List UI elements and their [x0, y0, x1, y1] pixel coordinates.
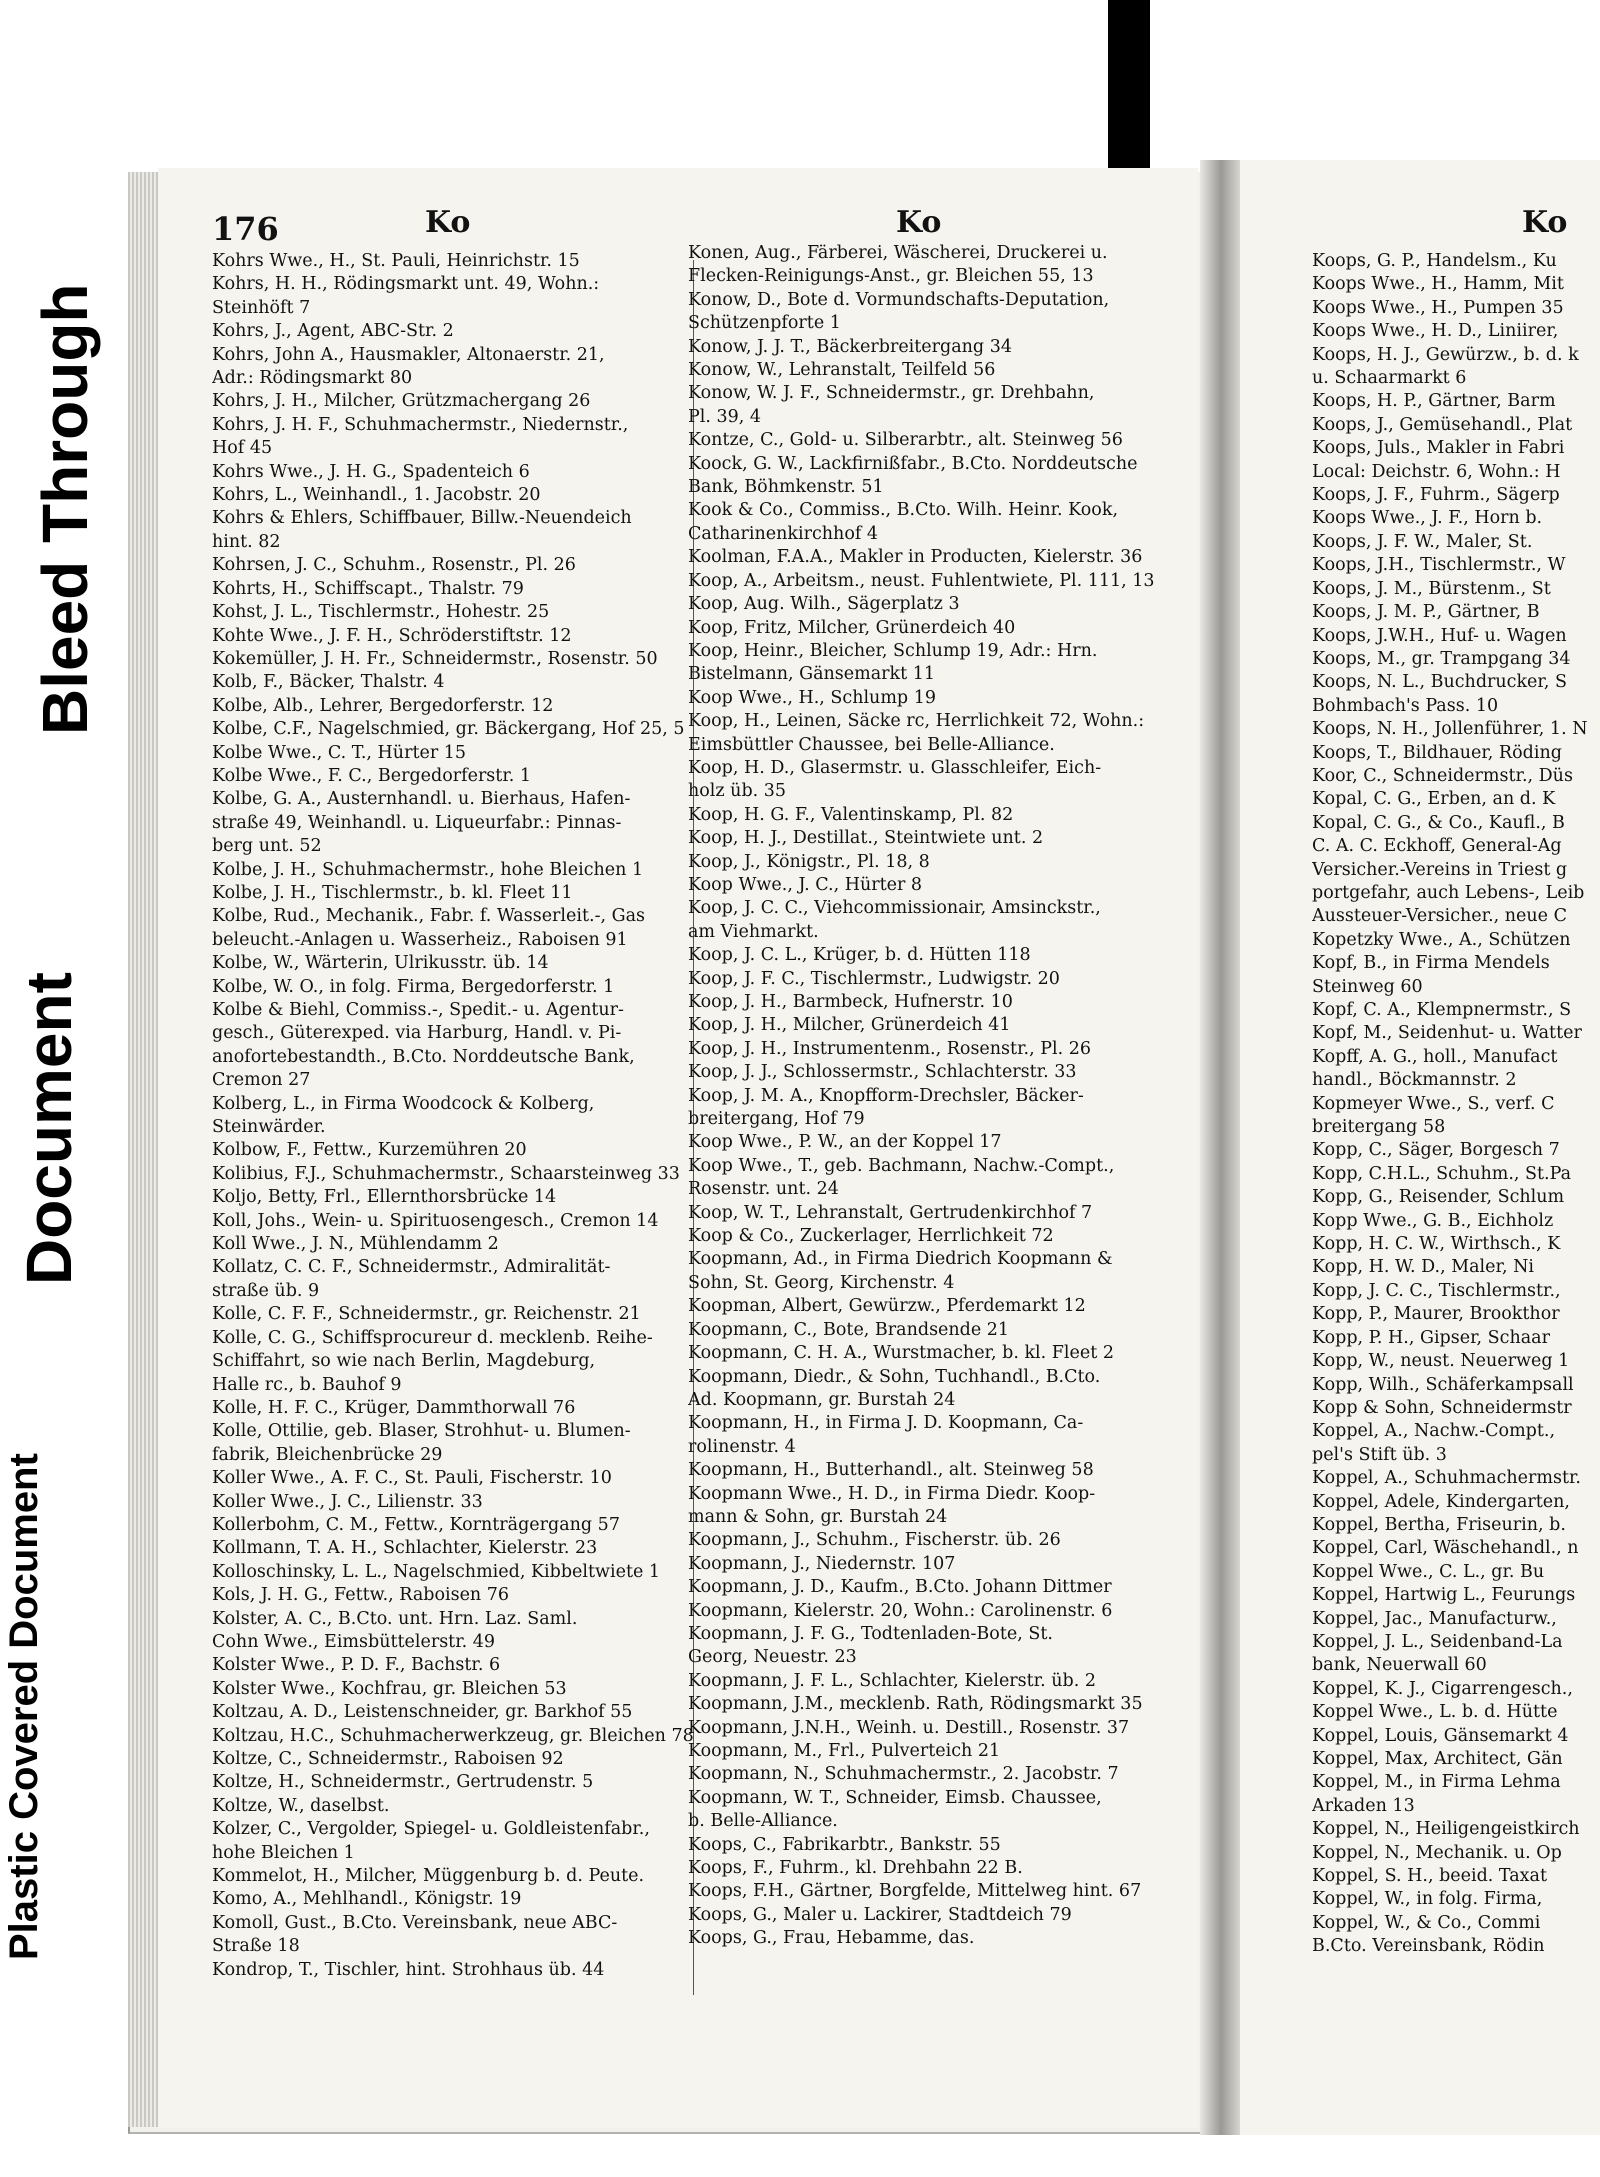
directory-entry: Kopmeyer Wwe., S., verf. C	[1312, 1093, 1555, 1114]
directory-entry: Kolbe, W. O., in folg. Firma, Bergedorferstr. 1	[212, 976, 615, 997]
directory-column-2	[688, 242, 1196, 1951]
directory-entry: Koops, G. P., Handelsm., Ku	[1312, 251, 1557, 271]
directory-entry: Koop, H. D., Glasermstr. u. Glasschleifer, Eich-	[688, 757, 1102, 778]
directory-entry: Koop, J. J., Schlossermstr., Schlachterstr. 33	[688, 1062, 1077, 1083]
directory-entry: Kokemüller, J. H. Fr., Schneidermstr., Rosenstr. 50	[212, 648, 658, 669]
directory-entry: Koops, J.W.H., Huf- u. Wagen	[1312, 625, 1567, 646]
directory-entry: Koppel, Max, Architect, Gän	[1312, 1749, 1563, 1769]
directory-entry: Koltzau, H.C., Schuhmacherwerkzeug, gr. Bleichen 78	[212, 1725, 694, 1746]
directory-entry: Koops, N. L., Buchdrucker, S	[1312, 672, 1567, 693]
directory-entry: Kollerbohm, C. M., Fettw., Kornträgergang 57	[212, 1514, 620, 1535]
directory-entry: Koops, H. J., Gewürzw., b. d. k	[1312, 344, 1579, 365]
running-head-right: Ko	[1522, 205, 1568, 240]
directory-entry: Steinhöft 7	[212, 297, 311, 318]
directory-entry: Koop, J. H., Instrumentenm., Rosenstr., Pl. 26	[688, 1038, 1091, 1059]
directory-entry: Pl. 39, 4	[688, 406, 762, 427]
directory-entry: Kohrs, H. H., Rödingsmarkt unt. 49, Wohn.:	[212, 274, 600, 295]
directory-entry: Koltze, H., Schneidermstr., Gertrudenstr. 5	[212, 1772, 594, 1793]
directory-entry: Koops, N. H., Jollenführer, 1. N	[1312, 719, 1588, 740]
directory-entry: Komo, A., Mehlhandl., Königstr. 19	[212, 1889, 522, 1910]
directory-entry: Koops Wwe., H., Hamm, Mit	[1312, 274, 1564, 295]
directory-entry: Koopmann, J. F. L., Schlachter, Kielerstr. üb. 2	[688, 1670, 1096, 1691]
directory-entry: Koop Wwe., J. C., Hürter 8	[688, 874, 923, 895]
directory-entry: Kolb, F., Bäcker, Thalstr. 4	[212, 672, 445, 693]
directory-entry: Local: Deichstr. 6, Wohn.: H	[1312, 461, 1561, 482]
directory-entry: Kohrs, L., Weinhandl., 1. Jacobstr. 20	[212, 485, 541, 506]
directory-entry: handl., Böckmannstr. 2	[1312, 1070, 1517, 1091]
directory-entry: Koppel, A., Schuhmachermstr.	[1312, 1468, 1581, 1489]
directory-entry: Kommelot, H., Milcher, Müggenburg b. d. Peute.	[212, 1866, 645, 1887]
directory-entry: Kolle, H. F. C., Krüger, Dammthorwall 76	[212, 1397, 576, 1418]
directory-entry: Koop, J. C. C., Viehcommissionair, Amsinckstr.,	[688, 898, 1101, 919]
directory-entry: Kollatz, C. C. F., Schneidermstr., Admiralität-	[212, 1257, 611, 1278]
page-edges	[128, 172, 158, 2127]
directory-entry: Kolster Wwe., P. D. F., Bachstr. 6	[212, 1655, 501, 1676]
directory-entry: Koppel, Jac., Manufacturw.,	[1312, 1608, 1557, 1629]
directory-entry: Rosenstr. unt. 24	[688, 1179, 839, 1200]
directory-entry: Koltzau, A. D., Leistenschneider, gr. Barkhof 55	[212, 1702, 633, 1723]
directory-entry: Koops, Juls., Makler in Fabri	[1312, 438, 1565, 459]
directory-entry: Koop, J. M. A., Knopfform-Drechsler, Bäcker-	[688, 1085, 1084, 1106]
directory-column-3	[1312, 250, 1600, 1959]
directory-entry: Kolle, C. G., Schiffsprocureur d. mecklenb. Reihe-	[212, 1327, 653, 1348]
directory-entry: Koopmann, J.M., mecklenb. Rath, Rödingsmarkt 35	[688, 1694, 1143, 1715]
directory-entry: Koppel, Hartwig L., Feurungs	[1312, 1585, 1576, 1606]
directory-entry: Kohrs & Ehlers, Schiffbauer, Billw.-Neuendeich	[212, 508, 632, 529]
directory-entry: bank, Neuerwall 60	[1312, 1655, 1487, 1676]
directory-entry: Kohrs Wwe., H., St. Pauli, Heinrichstr. 15	[212, 251, 580, 271]
directory-entry: Koop, J. H., Milcher, Grünerdeich 41	[688, 1015, 1011, 1036]
directory-entry: Koopmann Wwe., H. D., in Firma Diedr. Koop-	[688, 1483, 1096, 1504]
directory-entry: berg unt. 52	[212, 836, 322, 857]
directory-entry: Koppel Wwe., C. L., gr. Bu	[1312, 1561, 1545, 1582]
directory-entry: Kolbe Wwe., F. C., Bergedorferstr. 1	[212, 765, 532, 786]
directory-entry: Kopp, W., neust. Neuerweg 1	[1312, 1351, 1570, 1372]
bleed-through-label: Bleed Through	[29, 283, 101, 735]
directory-entry: Koop Wwe., H., Schlump 19	[688, 687, 936, 708]
directory-entry: Konen, Aug., Färberei, Wäscherei, Druckerei u.	[688, 243, 1108, 263]
directory-entry: Koops, J.H., Tischlermstr., W	[1312, 555, 1566, 576]
directory-entry: Koops Wwe., H., Pumpen 35	[1312, 297, 1564, 318]
directory-entry: Koppel Wwe., L. b. d. Hütte	[1312, 1702, 1558, 1723]
directory-entry: Koltze, C., Schneidermstr., Raboisen 92	[212, 1749, 564, 1769]
directory-entry: Koop, J., Königstr., Pl. 18, 8	[688, 851, 930, 872]
directory-entry: Catharinenkirchhof 4	[688, 523, 879, 544]
directory-entry: Koopmann, H., in Firma J. D. Koopmann, Ca-	[688, 1413, 1084, 1434]
directory-entry: Koop, W. T., Lehranstalt, Gertrudenkirchhof 7	[688, 1202, 1093, 1223]
directory-entry: Kolle, Ottilie, geb. Blaser, Strohhut- u. Blumen-	[212, 1421, 631, 1442]
directory-entry: Kolbe, C.F., Nagelschmied, gr. Bäckergang, Hof 25, 5	[212, 719, 685, 740]
directory-entry: portgefahr, auch Lebens-, Leib	[1312, 882, 1585, 903]
directory-entry: Koops, J. M. P., Gärtner, B	[1312, 602, 1540, 623]
directory-entry: Koops, J. F. W., Maler, St.	[1312, 531, 1533, 552]
directory-entry: Kolbe, J. H., Tischlermstr., b. kl. Fleet 11	[212, 882, 573, 903]
directory-entry: Kohrs Wwe., J. H. G., Spadenteich 6	[212, 461, 530, 482]
directory-entry: Koops Wwe., H. D., Liniirer,	[1312, 321, 1559, 342]
directory-entry: mann & Sohn, gr. Burstah 24	[688, 1506, 948, 1527]
directory-entry: Kopp, C., Säger, Borgesch 7	[1312, 1140, 1560, 1161]
directory-entry: Adr.: Rödingsmarkt 80	[212, 368, 413, 389]
directory-entry: holz üb. 35	[688, 781, 787, 802]
directory-entry: Kohrs, J., Agent, ABC-Str. 2	[212, 321, 454, 342]
directory-entry: Koopmann, C., Bote, Brandsende 21	[688, 1319, 1010, 1340]
directory-entry: Koopmann, Diedr., & Sohn, Tuchhandl., B.Cto.	[688, 1366, 1101, 1387]
directory-entry: Versicher.-Vereins in Triest g	[1312, 859, 1568, 880]
directory-entry: Koop, A., Arbeitsm., neust. Fuhlentwiete, Pl. 111, 13	[688, 570, 1155, 591]
directory-entry: Kohte Wwe., J. F. H., Schröderstiftstr. 12	[212, 625, 572, 646]
directory-entry: Kolbe, Alb., Lehrer, Bergedorferstr. 12	[212, 695, 554, 716]
directory-entry: Kolibius, F.J., Schuhmachermstr., Schaarsteinweg 33	[212, 1163, 680, 1184]
scan-edge-top	[1108, 0, 1150, 185]
directory-entry: Kopetzky Wwe., A., Schützen	[1312, 929, 1571, 950]
directory-entry: am Viehmarkt.	[688, 921, 819, 942]
directory-entry: straße 49, Weinhandl. u. Liqueurfabr.: Pinnas-	[212, 812, 622, 833]
directory-entry: Aussteuer-Versicher., neue C	[1312, 906, 1567, 927]
page-number: 176	[212, 210, 279, 248]
directory-entry: Kohrs, J. H., Milcher, Grützmachergang 26	[212, 391, 591, 412]
directory-entry: Koops, F., Fuhrm., kl. Drehbahn 22 B.	[688, 1858, 1023, 1879]
directory-entry: Kolbe, J. H., Schuhmachermstr., hohe Bleichen 1	[212, 859, 644, 880]
directory-entry: Koop, Fritz, Milcher, Grünerdeich 40	[688, 617, 1016, 638]
directory-entry: Konow, W. J. F., Schneidermstr., gr. Drehbahn,	[688, 383, 1095, 404]
directory-entry: Koppel, Carl, Wäschehandl., n	[1312, 1538, 1579, 1559]
directory-entry: Kolbe, W., Wärterin, Ulrikusstr. üb. 14	[212, 953, 549, 974]
directory-entry: Koop, J. F. C., Tischlermstr., Ludwigstr. 20	[688, 968, 1060, 989]
directory-entry: Kopp, P., Maurer, Brookthor	[1312, 1304, 1560, 1325]
running-head-left: Ko	[425, 205, 471, 240]
directory-entry: Kopal, C. G., & Co., Kaufl., B	[1312, 812, 1565, 833]
directory-entry: Kolbow, F., Fettw., Kurzemühren 20	[212, 1140, 527, 1161]
directory-entry: Bank, Böhmkenstr. 51	[688, 477, 884, 498]
directory-entry: Koopmann, Kielerstr. 20, Wohn.: Carolinenstr. 6	[688, 1600, 1113, 1621]
directory-entry: Kols, J. H. G., Fettw., Raboisen 76	[212, 1585, 510, 1606]
directory-entry: Konow, D., Bote d. Vormundschafts-Deputation,	[688, 289, 1110, 310]
directory-entry: Straße 18	[212, 1936, 300, 1957]
directory-entry: Kolbe, G. A., Austernhandl. u. Bierhaus, Hafen-	[212, 789, 631, 810]
directory-entry: Koolman, F.A.A., Makler in Producten, Kielerstr. 36	[688, 547, 1143, 568]
directory-entry: Konow, J. J. T., Bäckerbreitergang 34	[688, 336, 1012, 357]
directory-column-1	[212, 250, 694, 1982]
directory-entry: Koppel, Louis, Gänsemarkt 4	[1312, 1725, 1569, 1746]
directory-entry: Koops, J. F., Fuhrm., Sägerp	[1312, 485, 1560, 506]
directory-entry: Koppel, W., & Co., Commi	[1312, 1912, 1541, 1933]
directory-entry: Koopmann, W. T., Schneider, Eimsb. Chaussee,	[688, 1787, 1102, 1808]
directory-entry: Kolster, A. C., B.Cto. unt. Hrn. Laz. Saml.	[212, 1608, 578, 1629]
directory-entry: Flecken-Reinigungs-Anst., gr. Bleichen 55, 13	[688, 266, 1094, 287]
directory-entry: Koop Wwe., T., geb. Bachmann, Nachw.-Compt.,	[688, 1155, 1115, 1176]
directory-entry: Koopmann, Ad., in Firma Diedrich Koopmann &	[688, 1249, 1113, 1270]
directory-entry: Koltze, W., daselbst.	[212, 1795, 390, 1816]
directory-entry: Koop, Aug. Wilh., Sägerplatz 3	[688, 594, 960, 615]
directory-entry: Kopp, H. C. W., Wirthsch., K	[1312, 1234, 1561, 1255]
directory-entry: Koller Wwe., A. F. C., St. Pauli, Fischerstr. 10	[212, 1468, 612, 1489]
directory-entry: Kolbe Wwe., C. T., Hürter 15	[212, 742, 467, 763]
book-gutter	[1200, 160, 1242, 2135]
plastic-covered-label: Plastic Covered Document	[2, 1453, 46, 1960]
directory-entry: Eimsbüttler Chaussee, bei Belle-Alliance.	[688, 734, 1055, 755]
directory-entry: Cohn Wwe., Eimsbüttelerstr. 49	[212, 1631, 496, 1652]
directory-entry: hint. 82	[212, 531, 281, 552]
directory-entry: Halle rc., b. Bauhof 9	[212, 1374, 402, 1395]
directory-entry: Kolberg, L., in Firma Woodcock & Kolberg,	[212, 1093, 595, 1114]
directory-entry: Hof 45	[212, 438, 273, 459]
directory-entry: rolinenstr. 4	[688, 1436, 796, 1457]
running-head-middle: Ko	[896, 205, 942, 240]
directory-entry: B.Cto. Vereinsbank, Rödin	[1312, 1936, 1545, 1957]
document-label: Document	[13, 972, 85, 1285]
directory-entry: Koopmann, J. F. G., Todtenladen-Bote, St.	[688, 1623, 1053, 1644]
directory-entry: Koop & Co., Zuckerlager, Herrlichkeit 72	[688, 1226, 1054, 1247]
directory-entry: Koop, H., Leinen, Säcke rc, Herrlichkeit 72, Wohn.:	[688, 711, 1145, 732]
directory-entry: fabrik, Bleichenbrücke 29	[212, 1444, 443, 1465]
directory-entry: Schiffahrt, so wie nach Berlin, Magdeburg,	[212, 1351, 596, 1372]
directory-entry: Arkaden 13	[1312, 1795, 1415, 1816]
directory-entry: u. Schaarmarkt 6	[1312, 368, 1467, 389]
directory-entry: Kopal, C. G., Erben, an d. K	[1312, 789, 1556, 810]
directory-entry: Koops, H. P., Gärtner, Barm	[1312, 391, 1556, 412]
directory-entry: Koll, Johs., Wein- u. Spirituosengesch., Cremon 14	[212, 1210, 659, 1231]
directory-entry: Koopmann, J., Schuhm., Fischerstr. üb. 26	[688, 1530, 1061, 1551]
directory-entry: Koppel, A., Nachw.-Compt.,	[1312, 1421, 1556, 1442]
directory-entry: Koops, M., gr. Trampgang 34	[1312, 648, 1571, 669]
directory-entry: C. A. C. Eckhoff, General-Ag	[1312, 836, 1562, 857]
directory-entry: Koopmann, J.N.H., Weinh. u. Destill., Rosenstr. 37	[688, 1717, 1130, 1738]
directory-entry: Koppel, M., in Firma Lehma	[1312, 1772, 1561, 1793]
directory-entry: Koop, J. H., Barmbeck, Hufnerstr. 10	[688, 992, 1013, 1012]
directory-entry: Kopp & Sohn, Schneidermstr	[1312, 1397, 1572, 1418]
directory-entry: anofortebestandth., B.Cto. Norddeutsche Bank,	[212, 1046, 635, 1067]
directory-entry: Koops, T., Bildhauer, Röding	[1312, 742, 1562, 763]
directory-entry: beleucht.-Anlagen u. Wasserheiz., Raboisen 91	[212, 929, 628, 950]
directory-entry: Kontze, C., Gold- u. Silberarbtr., alt. Steinweg 56	[688, 430, 1123, 451]
directory-entry: Koops, F.H., Gärtner, Borgfelde, Mittelweg hint. 67	[688, 1881, 1142, 1902]
directory-entry: breitergang 58	[1312, 1117, 1446, 1138]
directory-entry: pel's Stift üb. 3	[1312, 1444, 1447, 1465]
directory-entry: Koop, H. G. F., Valentinskamp, Pl. 82	[688, 804, 1014, 825]
directory-entry: Kopp, C.H.L., Schuhm., St.Pa	[1312, 1163, 1572, 1184]
directory-entry: hohe Bleichen 1	[212, 1842, 355, 1863]
directory-entry: Konow, W., Lehranstalt, Teilfeld 56	[688, 360, 996, 381]
directory-entry: Ad. Koopmann, gr. Burstah 24	[688, 1389, 956, 1410]
directory-entry: Kolbe, Rud., Mechanik., Fabr. f. Wasserleit.-, Gas	[212, 906, 645, 927]
directory-entry: Kopp, G., Reisender, Schlum	[1312, 1187, 1565, 1208]
directory-entry: Koljo, Betty, Frl., Ellernthorsbrücke 14	[212, 1187, 557, 1208]
directory-entry: Kopf, C. A., Klempnermstr., S	[1312, 1000, 1572, 1020]
directory-entry: Kolle, C. F. F., Schneidermstr., gr. Reichenstr. 21	[212, 1304, 641, 1325]
directory-entry: straße üb. 9	[212, 1280, 320, 1301]
directory-entry: Kohst, J. L., Tischlermstr., Hohestr. 25	[212, 602, 550, 623]
directory-entry: Koops, J., Gemüsehandl., Plat	[1312, 414, 1573, 435]
directory-entry: Koopmann, J. D., Kaufm., B.Cto. Johann Dittmer	[688, 1577, 1112, 1598]
directory-entry: Koopmann, H., Butterhandl., alt. Steinweg 58	[688, 1460, 1094, 1481]
directory-entry: Koppel, K. J., Cigarrengesch.,	[1312, 1678, 1573, 1699]
directory-entry: Kohrs, J. H. F., Schuhmachermstr., Niedernstr.,	[212, 414, 629, 435]
directory-entry: Koops Wwe., J. F., Horn b.	[1312, 508, 1543, 529]
directory-entry: Koops, C., Fabrikarbtr., Bankstr. 55	[688, 1834, 1001, 1855]
directory-entry: Kopp, P. H., Gipser, Schaar	[1312, 1327, 1550, 1348]
directory-entry: Komoll, Gust., B.Cto. Vereinsbank, neue ABC-	[212, 1912, 618, 1933]
directory-entry: Kollmann, T. A. H., Schlachter, Kielerstr. 23	[212, 1538, 598, 1559]
directory-entry: Koops, J. M., Bürstenm., St	[1312, 578, 1551, 599]
directory-entry: Koop, H. J., Destillat., Steintwiete unt. 2	[688, 828, 1044, 849]
directory-entry: Kondrop, T., Tischler, hint. Strohhaus üb. 44	[212, 1959, 605, 1980]
directory-entry: Koopmann, M., Frl., Pulverteich 21	[688, 1741, 1001, 1761]
directory-entry: Koock, G. W., Lackfirnißfabr., B.Cto. Norddeutsche	[688, 453, 1138, 474]
directory-entry: Cremon 27	[212, 1070, 311, 1091]
directory-entry: gesch., Güterexped. via Harburg, Handl. v. Pi-	[212, 1023, 622, 1044]
directory-entry: Kopp, Wilh., Schäferkampsall	[1312, 1374, 1574, 1395]
directory-entry: Koppel, J. L., Seidenband-La	[1312, 1631, 1563, 1652]
directory-entry: breitergang, Hof 79	[688, 1109, 865, 1130]
directory-entry: Koopmann, N., Schuhmachermstr., 2. Jacobstr. 7	[688, 1764, 1119, 1785]
directory-entry: Koopman, Albert, Gewürzw., Pferdemarkt 12	[688, 1296, 1086, 1317]
directory-entry: Kohrs, John A., Hausmakler, Altonaerstr. 21,	[212, 344, 605, 365]
directory-entry: Kopp, H. W. D., Maler, Ni	[1312, 1257, 1534, 1278]
directory-entry: b. Belle-Alliance.	[688, 1811, 838, 1832]
directory-entry: Koop, J. C. L., Krüger, b. d. Hütten 118	[688, 945, 1031, 966]
directory-entry: Koops, G., Maler u. Lackirer, Stadtdeich 79	[688, 1904, 1072, 1925]
directory-entry: Kohrsen, J. C., Schuhm., Rosenstr., Pl. 26	[212, 555, 576, 576]
directory-entry: Steinweg 60	[1312, 976, 1423, 997]
directory-entry: Koppel, S. H., beeid. Taxat	[1312, 1866, 1547, 1887]
directory-entry: Sohn, St. Georg, Kirchenstr. 4	[688, 1272, 955, 1293]
directory-entry: Koopmann, J., Niedernstr. 107	[688, 1553, 956, 1574]
directory-entry: Koppel, W., in folg. Firma,	[1312, 1889, 1543, 1910]
directory-entry: Koor, C., Schneidermstr., Düs	[1312, 765, 1573, 786]
directory-entry: Bohmbach's Pass. 10	[1312, 695, 1499, 716]
directory-entry: Kopp Wwe., G. B., Eichholz	[1312, 1210, 1554, 1231]
directory-entry: Kolzer, C., Vergolder, Spiegel- u. Goldleistenfabr.,	[212, 1819, 650, 1840]
directory-entry: Kolbe & Biehl, Commiss.-, Spedit.- u. Agentur-	[212, 1000, 624, 1020]
directory-entry: Koop, Heinr., Bleicher, Schlump 19, Adr.: Hrn.	[688, 640, 1098, 661]
directory-entry: Kopff, A. G., holl., Manufact	[1312, 1046, 1558, 1067]
directory-entry: Koppel, N., Mechanik. u. Op	[1312, 1842, 1562, 1863]
directory-entry: Koppel, Adele, Kindergarten,	[1312, 1491, 1570, 1512]
directory-entry: Koppel, Bertha, Friseurin, b.	[1312, 1514, 1566, 1535]
directory-entry: Kolster Wwe., Kochfrau, gr. Bleichen 53	[212, 1678, 567, 1699]
directory-entry: Kopp, J. C. C., Tischlermstr.,	[1312, 1280, 1561, 1301]
directory-entry: Kolloschinsky, L. L., Nagelschmied, Kibbeltwiete 1	[212, 1561, 661, 1582]
directory-entry: Georg, Neuestr. 23	[688, 1647, 857, 1668]
directory-entry: Koller Wwe., J. C., Lilienstr. 33	[212, 1491, 483, 1512]
directory-entry: Koops, G., Frau, Hebamme, das.	[688, 1928, 975, 1949]
directory-entry: Kopf, M., Seidenhut- u. Watter	[1312, 1023, 1582, 1044]
directory-entry: Koopmann, C. H. A., Wurstmacher, b. kl. Fleet 2	[688, 1343, 1114, 1364]
directory-entry: Steinwärder.	[212, 1117, 326, 1138]
directory-entry: Koop Wwe., P. W., an der Koppel 17	[688, 1132, 1002, 1153]
directory-entry: Bistelmann, Gänsemarkt 11	[688, 664, 935, 685]
directory-entry: Koppel, N., Heiligengeistkirch	[1312, 1819, 1580, 1840]
directory-entry: Kohrts, H., Schiffscapt., Thalstr. 79	[212, 578, 524, 599]
directory-entry: Schützenpforte 1	[688, 313, 841, 334]
directory-entry: Kopf, B., in Firma Mendels	[1312, 953, 1550, 974]
directory-entry: Koll Wwe., J. N., Mühlendamm 2	[212, 1234, 499, 1255]
directory-entry: Kook & Co., Commiss., B.Cto. Wilh. Heinr. Kook,	[688, 500, 1119, 521]
